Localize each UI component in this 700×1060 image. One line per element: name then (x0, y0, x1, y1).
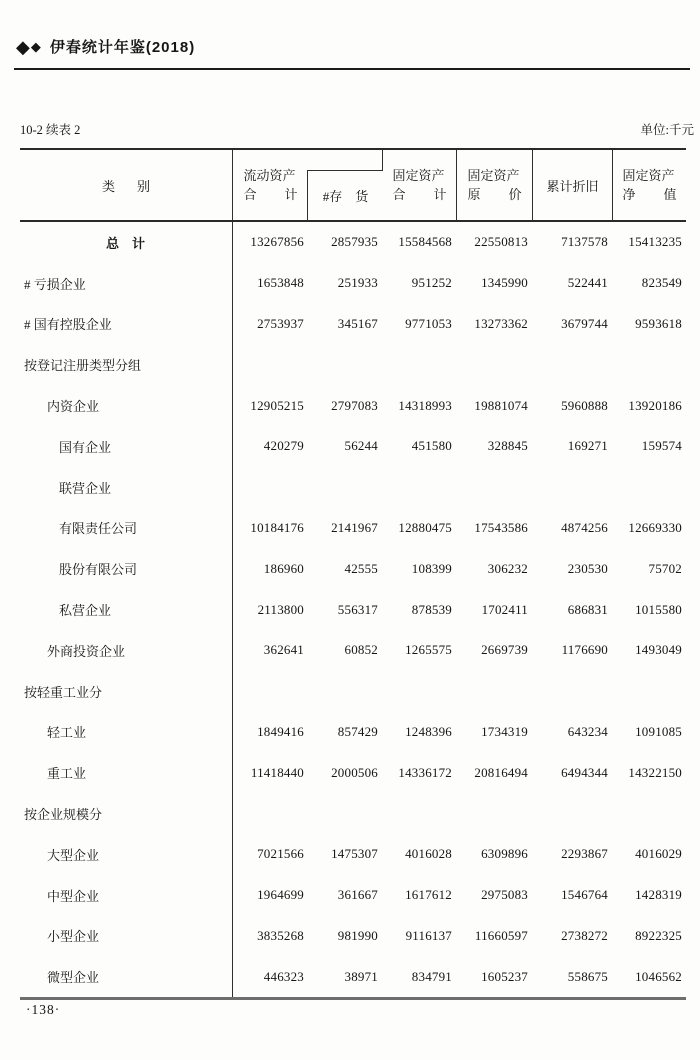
cell-accumulated-depreciation: 558675 (567, 968, 608, 984)
cell-fixed-assets-original: 6309896 (481, 846, 528, 862)
yearbook-title: 伊春统计年鉴(2018) (49, 39, 196, 56)
cell-inventory: 345167 (337, 315, 378, 331)
column-header-fixed-assets-net: 固定资产 净 值 (612, 150, 686, 220)
row-label: 总 计 (20, 222, 233, 263)
cell-fixed-assets-original: 1734319 (481, 723, 528, 739)
column-header-category: 类 别 (20, 150, 233, 220)
cell-accumulated-depreciation: 643234 (567, 723, 608, 739)
cell-fixed-assets-total: 14336172 (398, 764, 452, 780)
cell-current-assets-total: 3835268 (257, 927, 304, 943)
cell-fixed-assets-total: 4016028 (405, 846, 452, 862)
cell-fixed-assets-total: 9116137 (405, 927, 452, 943)
cell-inventory: 251933 (337, 275, 378, 291)
row-label: 股份有限公司 (20, 548, 233, 589)
cell-fixed-assets-total: 9771053 (405, 315, 452, 331)
cell-fixed-assets-net: 1015580 (635, 601, 682, 617)
row-label: 大型企业 (20, 834, 233, 875)
cell-fixed-assets-net: 8922325 (635, 927, 682, 943)
row-label: 有限责任公司 (20, 508, 233, 549)
cell-inventory: 1475307 (331, 846, 378, 862)
cell-current-assets-total: 362641 (263, 642, 304, 658)
cell-fixed-assets-original: 328845 (487, 438, 528, 454)
cell-fixed-assets-original: 11660597 (474, 927, 528, 943)
table-label: 10-2 续表 2 (20, 123, 81, 137)
cell-accumulated-depreciation: 230530 (567, 560, 608, 576)
cell-inventory: 56244 (344, 438, 378, 454)
cell-fixed-assets-net: 823549 (641, 275, 682, 291)
cell-fixed-assets-total: 15584568 (398, 234, 452, 250)
cell-fixed-assets-net: 75702 (648, 560, 682, 576)
table-row (20, 875, 686, 916)
cell-fixed-assets-net: 1428319 (635, 887, 682, 903)
cell-fixed-assets-original: 1605237 (481, 968, 528, 984)
row-label: 国有企业 (20, 426, 233, 467)
cell-current-assets-total: 1849416 (257, 723, 304, 739)
table-row (20, 671, 686, 712)
table-row (20, 263, 686, 304)
cell-fixed-assets-original: 22550813 (474, 234, 528, 250)
cell-fixed-assets-total: 14318993 (398, 397, 452, 413)
diamond-large-icon: ◆ (16, 36, 30, 57)
cell-current-assets-total: 446323 (263, 968, 304, 984)
table-row (20, 222, 686, 263)
cell-inventory: 2797083 (331, 397, 378, 413)
cell-inventory: 60852 (344, 642, 378, 658)
cell-fixed-assets-net: 9593618 (635, 315, 682, 331)
row-label: 内资企业 (20, 385, 233, 426)
cell-fixed-assets-original: 20816494 (474, 764, 528, 780)
cell-accumulated-depreciation: 3679744 (561, 315, 608, 331)
cell-fixed-assets-net: 13920186 (628, 397, 682, 413)
row-label: 按轻重工业分 (20, 671, 233, 712)
table-row (20, 630, 686, 671)
cell-fixed-assets-total: 834791 (411, 968, 452, 984)
cell-accumulated-depreciation: 5960888 (561, 397, 608, 413)
table-row (20, 834, 686, 875)
cell-current-assets-total: 420279 (263, 438, 304, 454)
statistics-table (20, 148, 686, 1000)
cell-current-assets-total: 186960 (263, 560, 304, 576)
cell-accumulated-depreciation: 522441 (567, 275, 608, 291)
table-row (20, 508, 686, 549)
table-row (20, 589, 686, 630)
cell-inventory: 38971 (344, 968, 378, 984)
page-number: ·138· (26, 1002, 61, 1017)
row-label: 微型企业 (20, 956, 233, 997)
cell-fixed-assets-net: 159574 (641, 438, 682, 454)
cell-accumulated-depreciation: 1546764 (561, 887, 608, 903)
table-row (20, 712, 686, 753)
cell-current-assets-total: 12905215 (250, 397, 304, 413)
cell-fixed-assets-net: 12669330 (628, 519, 682, 535)
row-label: 中型企业 (20, 875, 233, 916)
cell-fixed-assets-total: 1248396 (405, 723, 452, 739)
cell-accumulated-depreciation: 1176690 (561, 642, 608, 658)
cell-fixed-assets-total: 12880475 (398, 519, 452, 535)
cell-inventory: 2141967 (331, 519, 378, 535)
table-row (20, 304, 686, 345)
cell-inventory: 42555 (344, 560, 378, 576)
column-header-accumulated-depreciation: 累计折旧 (532, 150, 612, 220)
table-row (20, 385, 686, 426)
cell-inventory: 2857935 (331, 234, 378, 250)
cell-fixed-assets-total: 878539 (411, 601, 452, 617)
cell-fixed-assets-net: 1091085 (635, 723, 682, 739)
table-row (20, 344, 686, 385)
cell-current-assets-total: 1653848 (257, 275, 304, 291)
cell-fixed-assets-original: 306232 (487, 560, 528, 576)
cell-accumulated-depreciation: 6494344 (561, 764, 608, 780)
column-header-fixed-assets-original: 固定资产 原 价 (456, 150, 532, 220)
cell-fixed-assets-total: 951252 (411, 275, 452, 291)
row-label: 联营企业 (20, 467, 233, 508)
cell-fixed-assets-total: 451580 (411, 438, 452, 454)
cell-fixed-assets-original: 19881074 (474, 397, 528, 413)
cell-accumulated-depreciation: 686831 (567, 601, 608, 617)
table-header (20, 148, 686, 222)
cell-fixed-assets-total: 108399 (411, 560, 452, 576)
table-row (20, 956, 686, 997)
cell-fixed-assets-net: 14322150 (628, 764, 682, 780)
cell-current-assets-total: 11418440 (250, 764, 304, 780)
table-row (20, 467, 686, 508)
table-row (20, 548, 686, 589)
row-label: 轻工业 (20, 712, 233, 753)
row-label: 按企业规模分 (20, 793, 233, 834)
cell-accumulated-depreciation: 7137578 (561, 234, 608, 250)
cell-fixed-assets-net: 15413235 (628, 234, 682, 250)
cell-current-assets-total: 1964699 (257, 887, 304, 903)
row-label: 按登记注册类型分组 (20, 344, 233, 385)
cell-fixed-assets-original: 1345990 (481, 275, 528, 291)
unit-label: 单位:千元 (640, 123, 694, 137)
row-label: 外商投资企业 (20, 630, 233, 671)
cell-accumulated-depreciation: 4874256 (561, 519, 608, 535)
yearbook-banner (16, 36, 195, 57)
table-row (20, 752, 686, 793)
cell-fixed-assets-net: 1046562 (635, 968, 682, 984)
column-header-fixed-assets-total: 固定资产 合 计 (382, 150, 456, 220)
cell-fixed-assets-original: 1702411 (481, 601, 528, 617)
cell-current-assets-total: 2113800 (257, 601, 304, 617)
cell-fixed-assets-total: 1265575 (405, 642, 452, 658)
cell-current-assets-total: 2753937 (257, 315, 304, 331)
diamond-small-icon: ◆ (30, 39, 41, 54)
row-label: 重工业 (20, 752, 233, 793)
banner-divider (14, 68, 690, 70)
table-row (20, 916, 686, 957)
column-header-current-assets: 流动资产 合 计 (243, 168, 298, 202)
cell-current-assets-total: 13267856 (250, 234, 304, 250)
column-header-inventory: #存 货 (307, 170, 383, 220)
cell-accumulated-depreciation: 169271 (567, 438, 608, 454)
table-row (20, 426, 686, 467)
table-meta (20, 120, 694, 138)
cell-fixed-assets-total: 1617612 (405, 887, 452, 903)
table-body (20, 222, 686, 1000)
cell-inventory: 857429 (337, 723, 378, 739)
table-row (20, 793, 686, 834)
cell-fixed-assets-original: 13273362 (474, 315, 528, 331)
cell-current-assets-total: 10184176 (250, 519, 304, 535)
cell-current-assets-total: 7021566 (257, 846, 304, 862)
cell-fixed-assets-original: 2669739 (481, 642, 528, 658)
cell-fixed-assets-net: 4016029 (635, 846, 682, 862)
cell-inventory: 556317 (337, 601, 378, 617)
cell-inventory: 981990 (337, 927, 378, 943)
cell-inventory: 2000506 (331, 764, 378, 780)
row-label: 私营企业 (20, 589, 233, 630)
cell-fixed-assets-original: 2975083 (481, 887, 528, 903)
cell-inventory: 361667 (337, 887, 378, 903)
cell-fixed-assets-original: 17543586 (474, 519, 528, 535)
row-label: 小型企业 (20, 916, 233, 957)
cell-fixed-assets-net: 1493049 (635, 642, 682, 658)
row-label: # 国有控股企业 (20, 304, 233, 345)
cell-accumulated-depreciation: 2293867 (561, 846, 608, 862)
cell-accumulated-depreciation: 2738272 (561, 927, 608, 943)
row-label: # 亏损企业 (20, 263, 233, 304)
